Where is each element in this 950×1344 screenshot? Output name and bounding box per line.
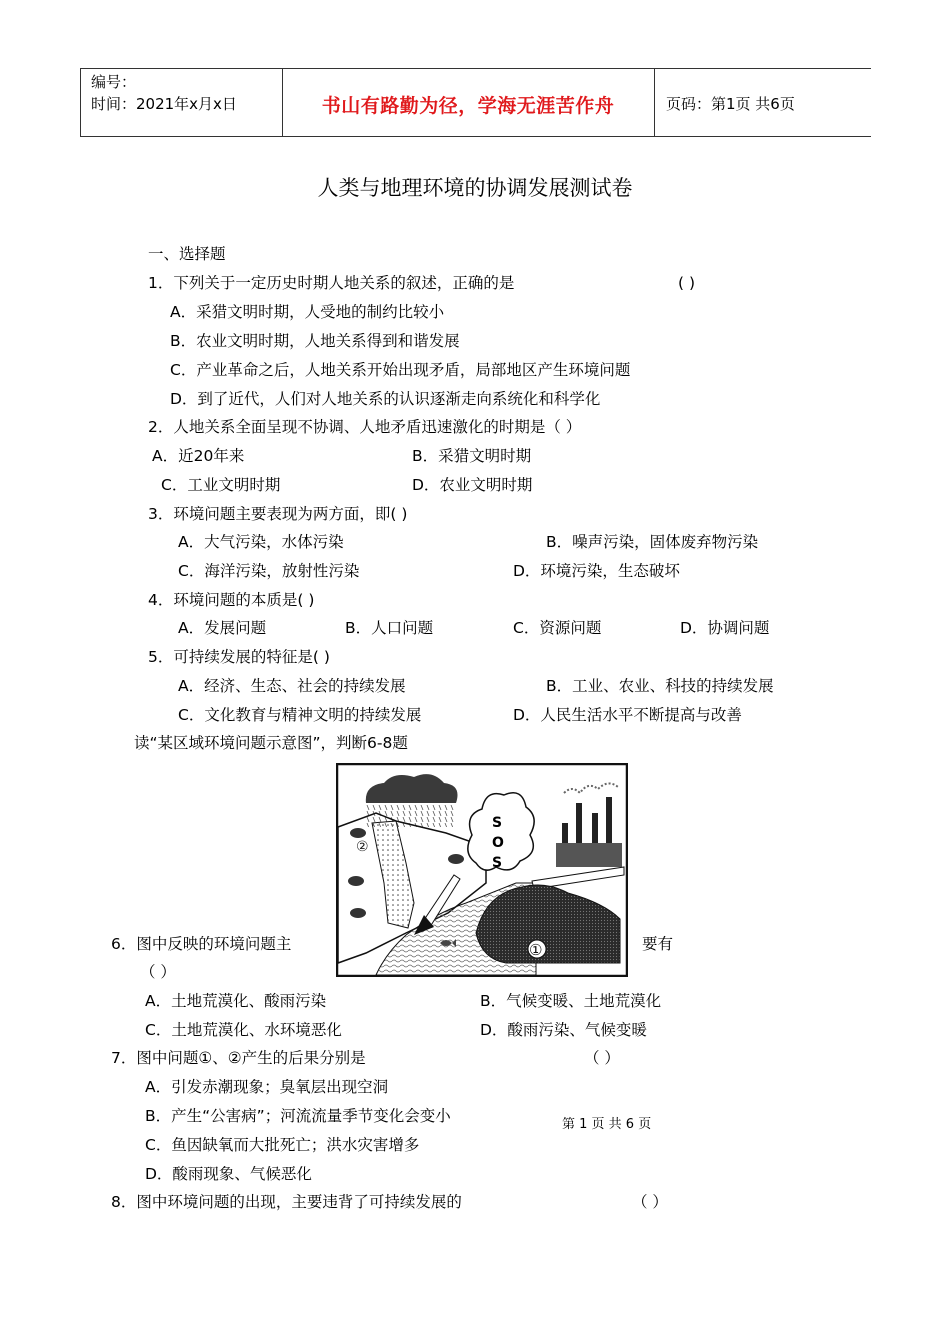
- q6-option-a: A．土地荒漠化、酸雨污染: [145, 992, 327, 1010]
- header-divider: [654, 69, 655, 136]
- q1-option-d: D．到了近代，人们对人地关系的认识逐渐走向系统化和科学化: [170, 390, 601, 408]
- q5-option-d: D．人民生活水平不断提高与改善: [513, 706, 742, 724]
- bush: [350, 908, 366, 918]
- q1-option-b: B．农业文明时期，人地关系得到和谐发展: [170, 332, 460, 350]
- q4-option-a: A．发展问题: [178, 619, 267, 637]
- factory-building: [556, 843, 622, 867]
- q3-option-b: B．噪声污染，固体废弃物污染: [546, 533, 759, 551]
- q5-option-a: A．经济、生态、社会的持续发展: [178, 677, 406, 695]
- q6-stem-end: 要有: [642, 935, 674, 953]
- q2-option-b: B．采猎文明时期: [412, 447, 532, 465]
- header-motto: 书山有路勤为径，学海无涯苦作舟: [321, 95, 615, 117]
- bush: [350, 828, 366, 838]
- code-label: 编号：: [91, 73, 137, 91]
- section-heading: 一、选择题: [148, 245, 226, 263]
- sos-letter: S: [492, 855, 503, 871]
- q6-answer-blank: （ ）: [140, 963, 176, 981]
- header-table: [80, 68, 871, 137]
- header-meta: [91, 71, 237, 115]
- sos-letter: O: [492, 835, 504, 851]
- q5-option-b: B．工业、农业、科技的持续发展: [546, 677, 774, 695]
- bush: [348, 876, 364, 886]
- environment-problem-figure: [336, 763, 628, 977]
- q4-option-d: D．协调问题: [680, 619, 770, 637]
- q4-option-c: C．资源问题: [513, 619, 602, 637]
- header-page-info: 页码：第1页 共6页: [666, 95, 795, 113]
- q6-stem-start: 6．图中反映的环境问题主: [111, 935, 292, 953]
- page-title: 人类与地理环境的协调发展测试卷: [317, 176, 633, 200]
- q6-option-d: D．酸雨污染、气候变暖: [480, 1021, 647, 1039]
- q7-option-d: D．酸雨现象、气候恶化: [145, 1165, 312, 1183]
- q2-option-a: A．近20年来: [152, 447, 245, 465]
- q3-stem: 3．环境问题主要表现为两方面，即( ): [148, 505, 408, 523]
- q1-answer-blank: ( ): [678, 274, 696, 292]
- q2-option-c: C．工业文明时期: [161, 476, 281, 494]
- bush: [448, 854, 464, 864]
- q6-option-b: B．气候变暖、土地荒漠化: [480, 992, 662, 1010]
- q7-answer-blank: （ ）: [584, 1049, 620, 1067]
- q3-option-d: D．环境污染，生态破坏: [513, 562, 680, 580]
- figure-intro: 读“某区域环境问题示意图”，判断6-8题: [134, 734, 408, 752]
- q5-stem: 5．可持续发展的特征是( ): [148, 648, 330, 666]
- q1-option-c: C．产业革命之后，人地关系开始出现矛盾，局部地区产生环境问题: [170, 361, 631, 379]
- q8-answer-blank: （ ）: [632, 1193, 668, 1211]
- q2-stem: 2．人地关系全面呈现不协调、人地矛盾迅速激化的时期是（ ）: [148, 418, 582, 436]
- label-problem-2: ②: [356, 839, 369, 855]
- q5-option-c: C．文化教育与精神文明的持续发展: [178, 706, 422, 724]
- q8-stem: 8．图中环境问题的出现，主要违背了可持续发展的: [111, 1193, 462, 1211]
- q4-option-b: B．人口问题: [345, 619, 434, 637]
- q2-option-d: D．农业文明时期: [412, 476, 533, 494]
- q7-stem: 7．图中问题①、②产生的后果分别是: [111, 1049, 366, 1067]
- q6-option-c: C．土地荒漠化、水环境恶化: [145, 1021, 342, 1039]
- q7-option-a: A．引发赤潮现象；臭氧层出现空洞: [145, 1078, 389, 1096]
- time-label: 时间：2021年x月x日: [91, 95, 237, 113]
- q3-option-a: A．大气污染，水体污染: [178, 533, 344, 551]
- q1-stem: 1．下列关于一定历史时期人地关系的叙述，正确的是: [148, 274, 515, 292]
- q3-option-c: C．海洋污染，放射性污染: [178, 562, 360, 580]
- sos-letter: S: [492, 815, 503, 831]
- q4-stem: 4．环境问题的本质是( ): [148, 591, 315, 609]
- label-problem-1: ①: [529, 941, 543, 959]
- q1-option-a: A．采猎文明时期，人受地的制约比较小: [170, 303, 445, 321]
- q7-option-b: B．产生“公害病”；河流流量季节变化会变小: [145, 1107, 451, 1125]
- q7-option-c: C．鱼因缺氧而大批死亡；洪水灾害增多: [145, 1136, 420, 1154]
- page-footer: 第 1 页 共 6 页: [562, 1117, 652, 1132]
